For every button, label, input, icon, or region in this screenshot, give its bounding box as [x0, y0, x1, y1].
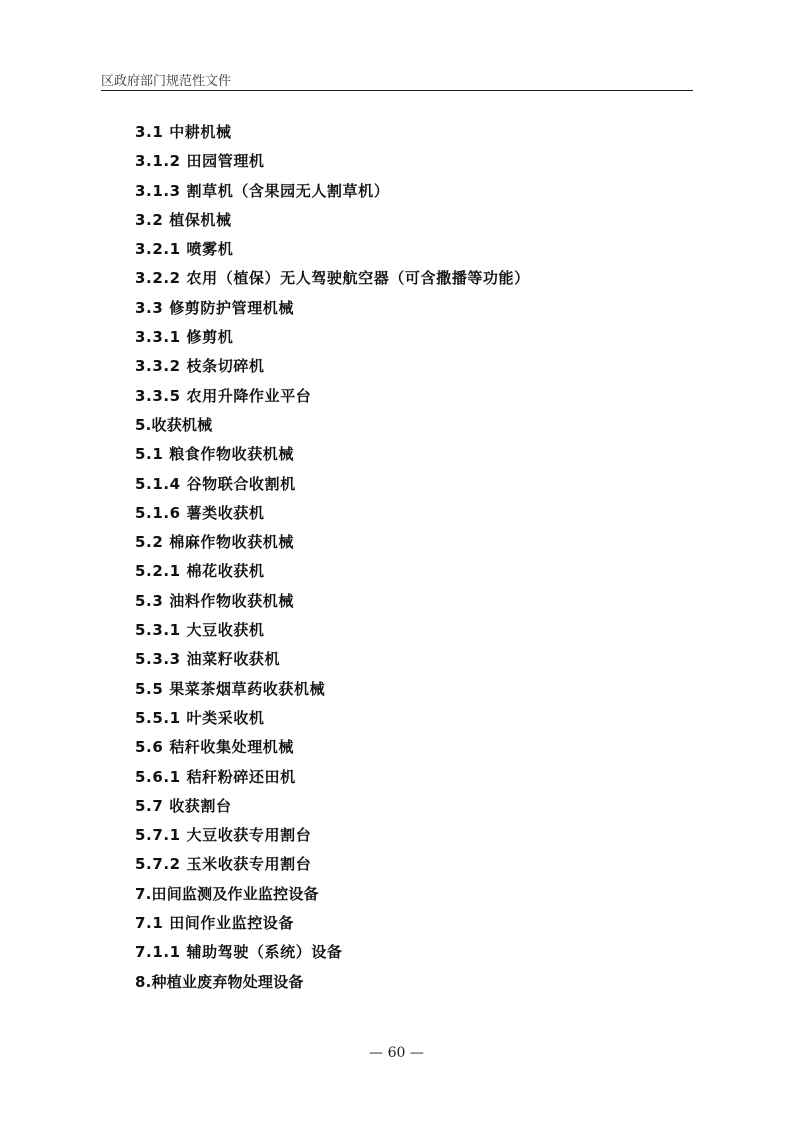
list-item: 7.1.1 辅助驾驶（系统）设备 [135, 943, 343, 962]
list-item: 5.3 油料作物收获机械 [135, 591, 294, 610]
list-item: 5.1.4 谷物联合收割机 [135, 474, 296, 493]
list-item: 5.7.2 玉米收获专用割台 [135, 855, 312, 874]
page-header [101, 66, 693, 91]
catalog-list [135, 118, 695, 997]
header-title: 区政府部门规范性文件 [101, 74, 232, 89]
page-number: — 60 — [369, 1045, 424, 1061]
list-item: 3.2.1 喷雾机 [135, 240, 234, 259]
section-heading: 5.收获机械 [135, 415, 213, 434]
section-heading: 7.田间监测及作业监控设备 [135, 884, 319, 903]
list-item: 3.1.3 割草机（含果园无人割草机） [135, 181, 390, 200]
section-heading: 8.种植业废弃物处理设备 [135, 972, 304, 991]
list-item: 3.3.2 枝条切碎机 [135, 357, 265, 376]
list-item: 5.7 收获割台 [135, 796, 232, 815]
list-item: 3.1 中耕机械 [135, 123, 232, 141]
list-item: 5.3.1 大豆收获机 [135, 621, 265, 640]
list-item: 5.5 果菜茶烟草药收获机械 [135, 679, 326, 698]
list-item: 5.6 秸秆收集处理机械 [135, 738, 294, 757]
list-item: 5.2.1 棉花收获机 [135, 562, 265, 581]
list-item: 7.1 田间作业监控设备 [135, 914, 294, 933]
list-item: 3.3.5 农用升降作业平台 [135, 386, 312, 405]
list-item: 5.5.1 叶类采收机 [135, 708, 265, 727]
list-item: 5.1 粮食作物收获机械 [135, 445, 294, 464]
list-item: 3.3.1 修剪机 [135, 328, 234, 347]
list-item: 5.1.6 薯类收获机 [135, 503, 265, 522]
list-item: 3.1.2 田园管理机 [135, 152, 265, 171]
list-item: 3.3 修剪防护管理机械 [135, 298, 294, 317]
list-item: 5.6.1 秸秆粉碎还田机 [135, 767, 296, 786]
list-item: 3.2.2 农用（植保）无人驾驶航空器（可含撒播等功能） [135, 269, 530, 288]
list-item: 5.7.1 大豆收获专用割台 [135, 826, 312, 845]
list-item: 5.2 棉麻作物收获机械 [135, 533, 294, 552]
list-item: 3.2 植保机械 [135, 210, 232, 229]
list-item: 5.3.3 油菜籽收获机 [135, 650, 281, 669]
